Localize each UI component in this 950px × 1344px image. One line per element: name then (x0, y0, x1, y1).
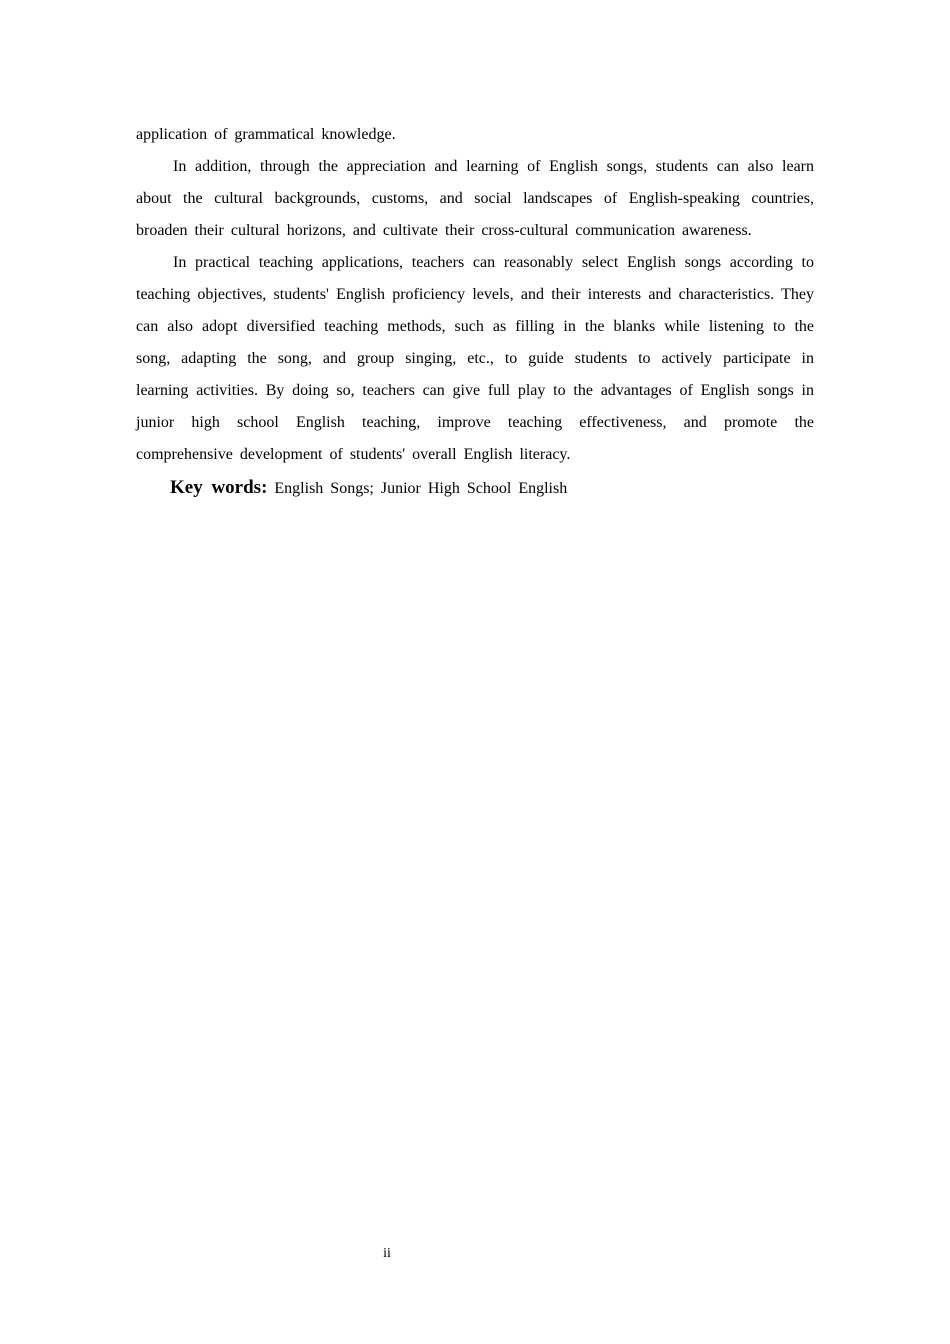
keywords-value: English Songs; Junior High School English (274, 480, 568, 497)
page-number: ii (383, 1246, 391, 1261)
paragraph-cultural-background: In addition, through the appreciation and learning of English songs, students can also learn about the cultural backgrounds, customs, and social landscapes of English-speaking countries, broaden their cultural horizons, and cultivate their cross-cultural communication awareness. (136, 158, 814, 239)
abstract-body (136, 119, 814, 506)
paragraph-continuation: application of grammatical knowledge. (136, 126, 396, 143)
keywords-line (136, 471, 814, 506)
paragraph-practical-teaching: In practical teaching applications, teachers can reasonably select English songs according to teaching objectives, students' English proficiency levels, and their interests and characteristics. They can also adopt diversified teaching methods, such as filling in the blanks while listening to the song, adapting the song, and group singing, etc., to guide students to actively participate in learning activities. By doing so, teachers can give full play to the advantages of English songs in junior high school English teaching, improve teaching effectiveness, and promote the comprehensive development of students' overall English literacy. (136, 254, 814, 463)
keywords-label: Key words: (170, 477, 268, 498)
